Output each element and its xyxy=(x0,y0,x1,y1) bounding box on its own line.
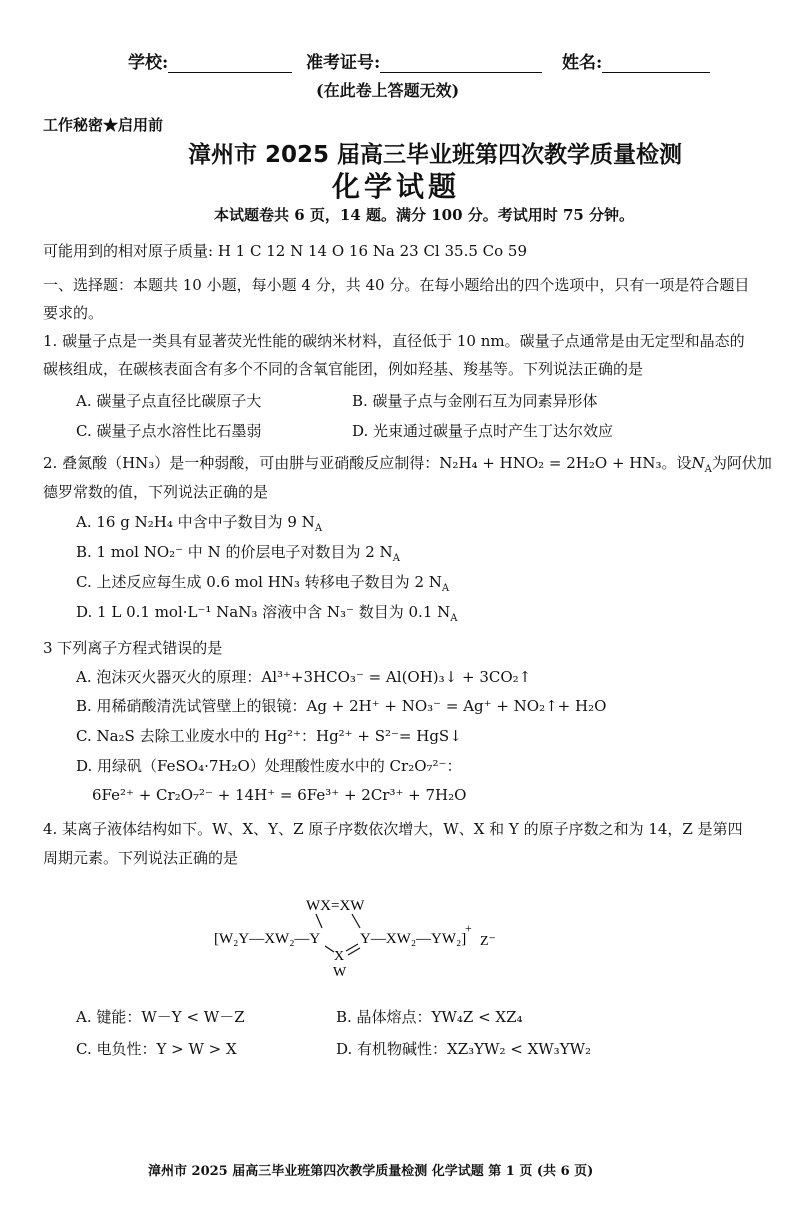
structure-mid-w: W xyxy=(333,965,347,980)
q2-option-c-text: C. 上述反应每生成 0.6 mol HN₃ 转移电子数目为 2 N xyxy=(76,573,442,591)
q1-option-b: B. 碳量子点与金刚石互为同素异形体 xyxy=(352,392,598,410)
exam-info: 本试题卷共 6 页，14 题。满分 100 分。考试用时 75 分钟。 xyxy=(214,206,635,224)
q2-option-d-sub: A xyxy=(450,613,458,624)
q2-option-a xyxy=(76,511,322,534)
school-field xyxy=(128,48,292,73)
structure-right-text: Y—XW₂—YW₂] xyxy=(360,931,467,947)
q2-line1-text: 2. 叠氮酸（HN₃）是一种弱酸，可由肼与亚硝酸反应制得：N₂H₄ + HNO₂ = 2H₂O + HN₃。设 xyxy=(43,454,692,472)
q3-option-c: C. Na₂S 去除工业废水中的 Hg²⁺：Hg²⁺ + S²⁻= HgS↓ xyxy=(76,727,462,745)
q4-option-a: A. 键能：W－Y < W－Z xyxy=(76,1008,245,1026)
q2-option-b-text: B. 1 mol NO₂⁻ 中 N 的价层电子对数目为 2 N xyxy=(76,543,393,561)
q1-line2: 碳核组成，在碳核表面含有多个不同的含氧官能团，例如羟基、羧基等。下列说法正确的是 xyxy=(43,360,644,378)
structure-charge: + xyxy=(465,921,472,935)
q2-option-d-text: D. 1 L 0.1 mol·L⁻¹ NaN₃ 溶液中含 N₃⁻ 数目为 0.1 N xyxy=(76,603,451,621)
q2-line1 xyxy=(43,452,772,475)
school-label: 学校: xyxy=(128,53,169,73)
structure-top-text: WX=XW xyxy=(306,898,365,914)
section1-line2: 要求的。 xyxy=(43,304,104,322)
exam-title: 漳州市 2025 届高三毕业班第四次教学质量检测 xyxy=(188,142,683,168)
q3-option-a: A. 泡沫灭火器灭火的原理：Al³⁺+3HCO₃⁻ = Al(OH)₃↓ + 3CO₂↑ xyxy=(76,668,532,686)
q3-option-d-equation: 6Fe²⁺ + Cr₂O₇²⁻ + 14H⁺ = 6Fe³⁺ + 2Cr³⁺ + 7H₂O xyxy=(92,786,467,804)
structure-anion: Z⁻ xyxy=(480,934,496,949)
page-footer: 漳州市 2025 届高三毕业班第四次教学质量检测 化学试题 第 1 页 (共 6 页) xyxy=(148,1164,594,1179)
exam-id-field xyxy=(306,48,542,73)
notice: (在此卷上答题无效) xyxy=(316,81,460,100)
q1-option-d: D. 光束通过碳量子点时产生丁达尔效应 xyxy=(352,422,614,440)
q2-option-c xyxy=(76,571,449,594)
q1-option-c: C. 碳量子点水溶性比石墨弱 xyxy=(76,422,262,440)
atomic-masses: 可能用到的相对原子质量: H 1 C 12 N 14 O 16 Na 23 Cl 35.5 Co 59 xyxy=(43,242,528,260)
exam-id-label: 准考证号: xyxy=(306,53,381,73)
q2-line1-tail: 为阿伏加 xyxy=(711,454,772,472)
q4-option-b: B. 晶体熔点：YW₄Z < XZ₄ xyxy=(336,1008,523,1026)
q2-option-c-sub: A xyxy=(441,583,450,594)
name-label: 姓名: xyxy=(562,53,603,73)
q1-line1: 1. 碳量子点是一类具有显著荧光性能的碳纳米材料，直径低于 10 nm。碳量子点通常是由无定型和晶态的 xyxy=(43,332,745,350)
school-blank xyxy=(168,56,292,73)
q2-option-b xyxy=(76,541,400,564)
q3-option-b: B. 用稀硝酸清洗试管壁上的银镜：Ag + 2H⁺ + NO₃⁻ = Ag⁺ + NO₂↑+ H₂O xyxy=(76,697,607,715)
q2-na-symbol: N xyxy=(691,454,705,472)
q4-line2: 周期元素。下列说法正确的是 xyxy=(43,849,239,867)
name-blank xyxy=(602,56,710,73)
q3-option-d: D. 用绿矾（FeSO₄·7H₂O）处理酸性废水中的 Cr₂O₇²⁻： xyxy=(76,757,462,775)
ionic-liquid-structure xyxy=(200,888,520,980)
bond-left-top xyxy=(316,914,322,928)
q3-line1: 3 下列离子方程式错误的是 xyxy=(43,639,223,657)
q4-option-d: D. 有机物碱性：XZ₃YW₂ < XW₃YW₂ xyxy=(336,1040,592,1058)
q4-option-c: C. 电负性：Y > W > X xyxy=(76,1040,237,1058)
section1-line1: 一、选择题：本题共 10 小题，每小题 4 分，共 40 分。在每小题给出的四个选项中，只有一项是符合题目 xyxy=(43,276,750,294)
q2-na-subscript: A xyxy=(704,464,712,475)
q2-option-a-sub: A xyxy=(314,523,323,534)
q1-option-a: A. 碳量子点直径比碳原子大 xyxy=(76,392,262,410)
secret-label: 工作秘密★启用前 xyxy=(43,116,164,134)
structure-mid-x: X xyxy=(334,949,345,964)
name-field xyxy=(562,48,710,73)
structure-left-text: [W₂Y—XW₂—Y xyxy=(214,931,321,947)
q4-line1: 4. 某离子液体结构如下。W、X、Y、Z 原子序数依次增大，W、X 和 Y 的原子序数之和为 14，Z 是第四 xyxy=(43,820,743,838)
q2-option-a-text: A. 16 g N₂H₄ 中含中子数目为 9 N xyxy=(76,513,315,531)
bond-left-bottom xyxy=(325,946,334,952)
exam-id-blank xyxy=(380,56,542,73)
bond-right-top xyxy=(352,914,360,928)
q2-option-d xyxy=(76,601,458,624)
subject-title: 化学试题 xyxy=(332,170,461,203)
q2-line2: 德罗常数的值，下列说法正确的是 xyxy=(43,483,269,501)
q2-option-b-sub: A xyxy=(392,553,400,564)
